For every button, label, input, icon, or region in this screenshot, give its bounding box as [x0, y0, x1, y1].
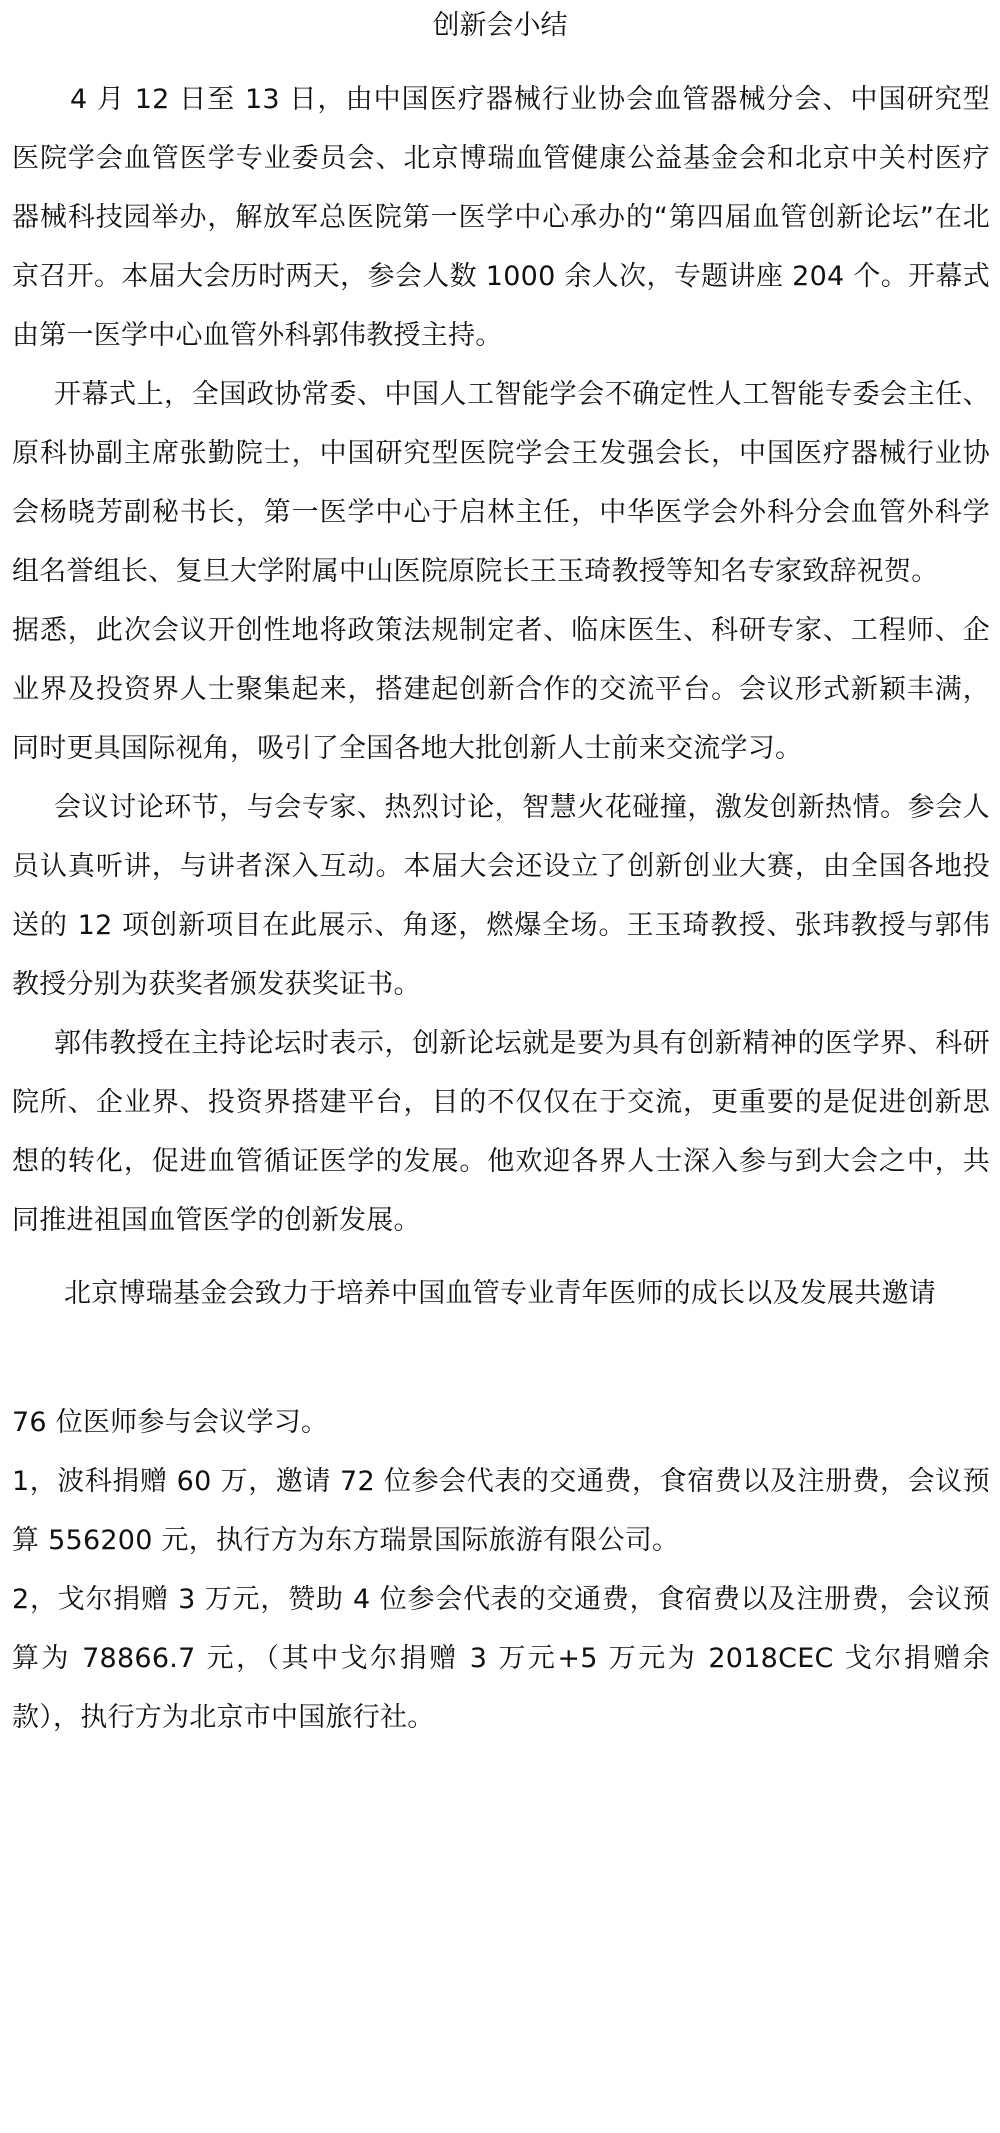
list-item-boston-scientific: 1，波科捐赠 60 万，邀请 72 位参会代表的交通费，食宿费以及注册费，会议预算 556200 元，执行方为东方瑞景国际旅游有限公司。 [12, 1466, 990, 1556]
paragraph-platform: 据悉，此次会议开创性地将政策法规制定者、临床医生、科研专家、工程师、企业界及投资界人士聚集起来，搭建起创新合作的交流平台。会议形式新颖丰满，同时更具国际视角，吸引了全国各地大批创新人士前来交流学习。 [12, 615, 990, 764]
blank-gap [12, 1323, 990, 1393]
document-title: 创新会小结 [432, 10, 568, 41]
paragraph-discussion: 会议讨论环节，与会专家、热烈讨论，智慧火花碰撞，激发创新热情。参会人员认真听讲，与讲者深入互动。本届大会还设立了创新创业大赛，由全国各地投送的 12 项创新项目在此展示、角逐，燃爆全场。王玉琦教授、张玮教授与郭伟教授分别为获奖者颁发获奖证书。 [12, 792, 990, 1000]
paragraph-physicians-count: 76 位医师参与会议学习。 [12, 1407, 329, 1438]
paragraph-opening-ceremony: 开幕式上，全国政协常委、中国人工智能学会不确定性人工智能专委会主任、原科协副主席张勤院士，中国研究型医院学会王发强会长，中国医疗器械行业协会杨晓芳副秘书长，第一医学中心于启林主任，中华医学会外科分会血管外科学组名誉组长、复旦大学附属中山医院原院长王玉琦教授等知名专家致辞祝贺。 [12, 379, 990, 587]
paragraph-foundation: 北京博瑞基金会致力于培养中国血管专业青年医师的成长以及发展共邀请 [64, 1278, 936, 1309]
paragraph-forum-overview: 4 月 12 日至 13 日，由中国医疗器械行业协会血管器械分会、中国研究型医院学会血管医学专业委员会、北京博瑞血管健康公益基金会和北京中关村医疗器械科技园举办，解放军总医院第一医学中心承办的“第四届血管创新论坛”在北京召开。本届大会历时两天，参会人数 1000 余人次，专题讲座 204 个。开幕式由第一医学中心血管外科郭伟教授主持。 [12, 84, 990, 351]
document-body [12, 70, 990, 1747]
list-item-gore: 2，戈尔捐赠 3 万元，赞助 4 位参会代表的交通费，食宿费以及注册费，会议预算为 78866.7 元，（其中戈尔捐赠 3 万元+5 万元为 2018CEC 戈尔捐赠余款），执行方为北京市中国旅行社。 [12, 1584, 990, 1733]
paragraph-guo-wei-remarks: 郭伟教授在主持论坛时表示，创新论坛就是要为具有创新精神的医学界、科研院所、企业界、投资界搭建平台，目的不仅仅在于交流，更重要的是促进创新思想的转化，促进血管循证医学的发展。他欢迎各界人士深入参与到大会之中，共同推进祖国血管医学的创新发展。 [12, 1028, 990, 1236]
